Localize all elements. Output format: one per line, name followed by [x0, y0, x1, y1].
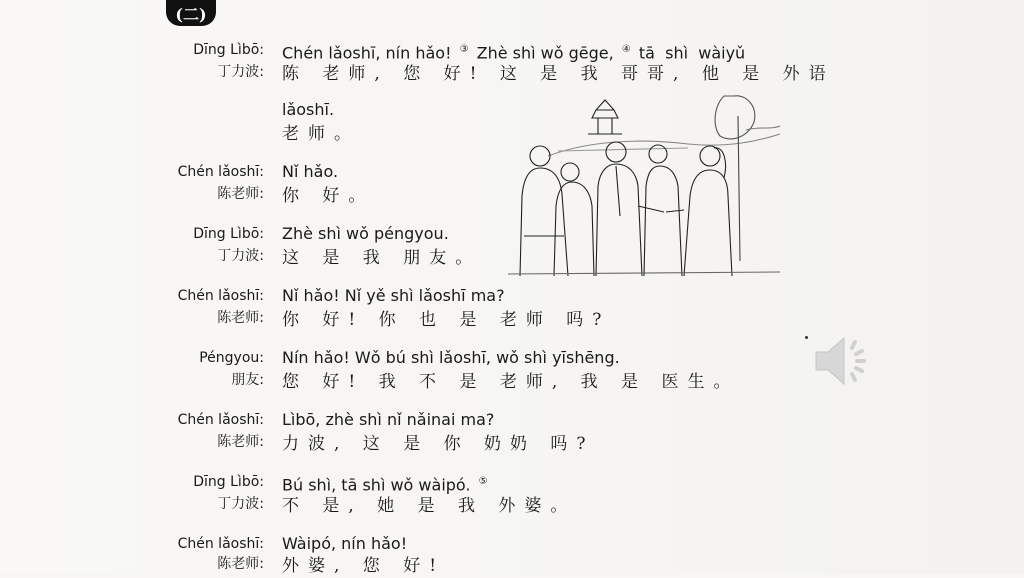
greeting-illustration	[488, 86, 780, 276]
speaker-hanzi: 陈老师:	[217, 186, 264, 202]
pinyin-segment: tā shì wàiyǔ	[638, 43, 746, 63]
speaker-volume-icon[interactable]	[812, 330, 876, 392]
speaker-hanzi: 丁力波:	[217, 248, 264, 264]
speaker-pinyin: Chén lǎoshī:	[177, 164, 264, 180]
speaker-hanzi: 朋友:	[231, 372, 264, 388]
section-number-badge: (二)	[166, 0, 216, 26]
footnote-mark: ④	[621, 44, 631, 55]
hanzi-line: 你 好。	[282, 186, 375, 206]
hanzi-line: 这 是 我 朋友。	[282, 248, 482, 268]
footnote-mark: ③	[459, 44, 469, 55]
pinyin-line: Nǐ hǎo! Nǐ yě shì lǎoshī ma?	[282, 286, 505, 305]
hanzi-line: 您 好! 我 不 是 老师, 我 是 医生。	[282, 372, 740, 392]
pinyin-segment: Zhè shì wǒ gēge,	[476, 43, 614, 63]
hanzi-line: 你 好! 你 也 是 老师 吗?	[282, 310, 611, 330]
pinyin-line: Lìbō, zhè shì nǐ nǎinai ma?	[282, 410, 495, 429]
speaker-pinyin: Chén lǎoshī:	[177, 288, 264, 304]
speaker-pinyin: Dīng Lìbō:	[193, 42, 264, 58]
pinyin-segment: Chén lǎoshī, nín hǎo!	[282, 43, 452, 63]
speaker-hanzi: 陈老师:	[217, 434, 264, 450]
stray-mark	[805, 336, 808, 339]
pinyin-segment: Bú shì, tā shì wǒ wàipó.	[282, 475, 471, 495]
speaker-pinyin: Dīng Lìbō:	[193, 226, 264, 242]
speaker-pinyin: Péngyou:	[199, 350, 264, 366]
pinyin-line: Wàipó, nín hǎo!	[282, 534, 408, 553]
speaker-hanzi: 丁力波:	[217, 64, 264, 80]
speaker-hanzi: 陈老师:	[217, 556, 264, 572]
speaker-hanzi: 丁力波:	[217, 496, 264, 512]
hanzi-line: 老师。	[282, 124, 360, 144]
speaker-pinyin: Dīng Lìbō:	[193, 474, 264, 490]
footnote-mark: ⑤	[478, 476, 488, 487]
speaker-pinyin: Chén lǎoshī:	[177, 412, 264, 428]
hanzi-line: 不 是, 她 是 我 外婆。	[282, 496, 577, 516]
pinyin-line: Nín hǎo! Wǒ bú shì lǎoshī, wǒ shì yīshēng.	[282, 348, 620, 367]
pinyin-line: Zhè shì wǒ péngyou.	[282, 224, 449, 243]
hanzi-line: 陈 老师, 您 好! 这 是 我 哥哥, 他 是 外语	[282, 64, 835, 84]
speaker-hanzi: 陈老师:	[217, 310, 264, 326]
pinyin-line: Nǐ hǎo.	[282, 162, 339, 181]
speaker-pinyin: Chén lǎoshī:	[177, 536, 264, 552]
hanzi-line: 力波, 这 是 你 奶奶 吗?	[282, 434, 595, 454]
hanzi-line: 外婆, 您 好!	[282, 556, 446, 576]
pinyin-line: lǎoshī.	[282, 100, 335, 119]
